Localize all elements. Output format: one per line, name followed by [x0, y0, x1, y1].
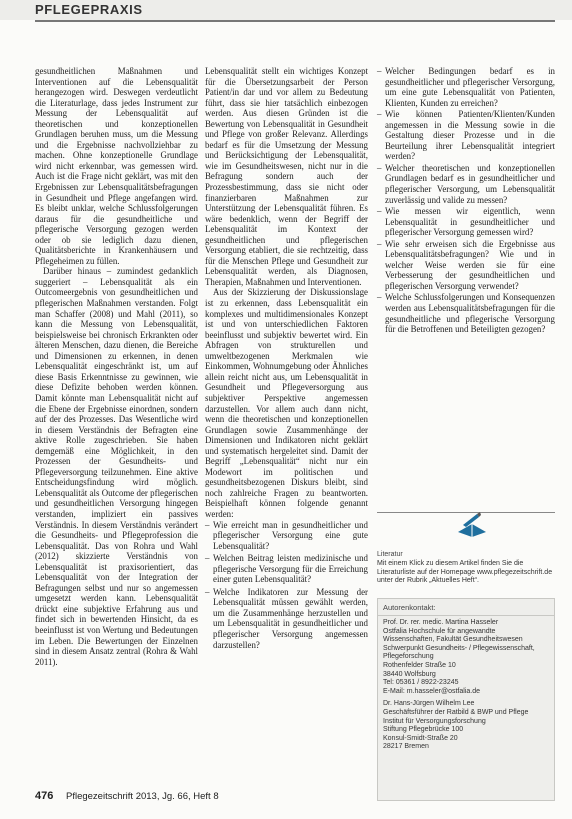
page-footer [35, 790, 219, 802]
author-line: Schwerpunkt Gesundheits- / Pflegewissenschaft, Pflegeforschung [383, 644, 535, 661]
literature-heading: Literatur [377, 551, 403, 558]
author-contact-box [377, 598, 555, 801]
author-details [378, 616, 554, 755]
paragraph: gesundheitlichen Maßnahmen und Interventionen auf die Lebensqualität herangezogen wird. Deswegen verdeutlicht die Literaturlage, dass jedes Instrument zur Messung der Lebensqualität auf theoretischen und konzeptionellen Grundlagen beruhen muss, um die Messung und die Ergebnisse nachvollziehbar zu machen. Ohne konzeptionelle Grundlage wird nicht erkennbar, was gemessen wird. Auch ist die Frage nicht geklärt, was mit den Ergebnissen zur Lebensqualitätsbefragungen in Gesundheit und Pflege angefangen wird. Es bleibt unklar, welche Schlussfolgerungen daraus für die gesundheitliche und pflegerische Versorgung gezogen werden oder ob sie lediglich dazu dienen, Qualitätsberichte in Krankenhäusern und Pflegeheimen zu füllen. [35, 66, 198, 266]
paragraph: Lebensqualität stellt ein wichtiges Konzept für die Übersetzungsarbeit der Person Patient/in dar und vor allem zu Bedeutung führt, dass sie hier tatsächlich einbezogen werden. Aus diesen Gründen ist die Bewertung von Lebensqualität in Gesundheit und Pflege von großer Relevanz. Allerdings bedarf es für die Umsetzung der Messung und Berücksichtigung der Lebensqualität, wie im Gesundheitswesen, nicht nur in die Befragung sondern auch der Prozessbestimmung, dass sie nicht oder finanzierbaren Maßnahmen zur Unterstützung der Lebensqualität führen. Es wäre bedenklich, wenn der Begriff der Lebensqualität im Kontext der gesundheitlichen und pflegerischen Versorgung etabliert, die sie rechtzeitig, dass für die Menschen Pflege und Gesundheit zur Lebensqualität werden, als Diagnosen, Therapien, Maßnahmen und Interventionen. [205, 66, 368, 287]
question-item: – Welche Schlussfolgerungen und Konsequenzen werden aus Lebensqualitätsbefragungen für die gesundheitliche und pflegerische Versorgung für die Betroffenen und Beteiligten gezogen? [377, 292, 555, 335]
author-line: Institut für Versorgungsforschung [383, 717, 486, 725]
paragraph: Darüber hinaus – zumindest gedanklich suggeriert – Lebensqualität als ein Outcomeergebnis von gesundheitlichen und pflegerischen Maßnahmen verstanden. Folgt man Schaffer (2008) und Mahl (2011), so kann die Messung von Lebensqualität, beispielsweise bei chronisch Erkrankten oder älteren Menschen, dazu dienen, die Bereiche und Dimensionen zu erkennen, in denen Lebensqualität eingeschränkt ist, um auf diese Basis Erkenntnisse zu gewinnen, wie diese Defizite behoben werden können. Damit könnte man Lebensqualität nicht auf die Ebene der Ergebnisse einordnen, sondern auf der des Prozesses. Das Wesentliche wird in diesem Verständnis der Befragten eine aktive Rolle zugeschrieben. Sie haben demgemäß eine Möglichkeit, in den Prozessen der Gesundheits- und Pflegeversorgung teilzunehmen. Eine aktive Entscheidungsfindung wird möglich. Lebensqualität als Outcome der pflegerischen und gesundheitlichen Versorgung hingegen verstanden, impliziert ein passives Verständnis. In diesem Verständnis verändert die Gesundheits- und Pflegeprofession die Lebensqualität. Das von Rohra und Wahl (2012) skizzierte Verständnis von Lebensqualität ist praxisorientiert, das Lebensqualität von der Integration der Befragungen selbst und nur so angemessen umgesetzt werden kann. Lebensqualität drückt eine subjektive Erfahrung aus und findet sich in bewertenden Hinsicht, da es beeinflusst ist von Wertung und Bedeutungen im Leben. Die Bewertungen der Einzelnen sind in diesem Ansatz zentral (Rohra & Wahl 2011). [35, 266, 198, 667]
author-heading: Autorenkontakt: [378, 599, 554, 616]
question-item: – Wie erreicht man in gesundheitlicher und pflegerischer Versorgung eine gute Lebensqualität? [205, 519, 368, 551]
question-item: – Wie können Patienten/Klienten/Kunden angemessen in die Messung sowie in die Gestaltung dieser Prozesse und in die Beurteilung ihrer Lebensqualität integriert werden? [377, 109, 555, 162]
author-line: Prof. Dr. rer. medic. Martina Hasseler [383, 619, 499, 626]
literature-box [377, 512, 555, 586]
author-line: Wissenschaften, Fakultät Gesundheitswesen [383, 636, 523, 644]
column-2 [205, 66, 368, 652]
column-1 [35, 66, 198, 667]
header-rule [35, 20, 555, 22]
question-item: – Welche Indikatoren zur Messung der Lebensqualität müssen gewählt werden, um die Zusammenhänge herzustellen und um Lebensqualität in gesundheitlicher und pflegerischer Versorgung angemessen darzustellen? [205, 586, 368, 650]
author-line: Geschäftsführer der Ratbild & BWP und Pflege [383, 708, 529, 716]
question-item: – Welcher theoretischen und konzeptionellen Grundlagen bedarf es in gesundheitlicher und pflegerischer Versorgung, um Lebensqualität zuverlässig und valide zu messen? [377, 162, 555, 205]
author-line: Stiftung Pflegebrücke 100 [383, 726, 464, 734]
paragraph: Aus der Skizzierung der Diskussionslage ist zu erkennen, dass Lebensqualität ein komplexes und multidimensionales Konzept ist und von unterschiedlichen Faktoren beeinflusst und subjektiv bewertet wird. Ein Abfragen von strukturellen und umweltbezogenen Merkmalen wie Einkommen, Wohnumgebung oder Ähnliches allein reicht nicht aus, um Lebensqualität in Gesundheit und Pflegeversorgung aus subjektiver Perspektive angemessen darzustellen. Vor allem auch dann nicht, wenn die theoretischen und konzeptionellen Grundlagen sowie Zusammenhänge der Dimensionen und Indikatoren nicht geklärt und systematisch hergeleitet sind. Damit der Begriff „Lebensqualität“ nicht nur ein Modewort im politischen und gesundheitsbezogenen Diskurs bleibt, sind noch zahlreiche Fragen zu beantworten. Beispielhaft können folgende genannt werden: [205, 287, 368, 519]
author-line: Tel: 05361 / 8922-23245 [383, 679, 459, 687]
author-line: Dr. Hans-Jürgen Wilhelm Lee [383, 700, 475, 708]
question-item: – Wie sehr erweisen sich die Ergebnisse aus Lebensqualitätsbefragungen? Wie und in welcher Weise werden sie für eine Verbesserung der gesundheitlichen und pflegerischen Versorgung verwendet? [377, 238, 555, 291]
question-item: – Welchen Beitrag leisten medizinische und pflegerische Versorgung für die Erreichung einer guten Lebensqualität? [205, 553, 368, 585]
author-line: Rothenfelder Straße 10 [383, 661, 456, 669]
book-icon [455, 510, 489, 540]
author-line: Konsul-Smidt-Straße 20 [383, 734, 458, 742]
journal-citation: Pflegezeitschrift 2013, Jg. 66, Heft 8 [66, 791, 219, 802]
section-title: PFLEGEPRAXIS [35, 2, 143, 17]
author-line: Ostfalia Hochschule für angewandte [383, 627, 496, 635]
author-line: E-Mail: m.hasseler@ostfalia.de [383, 687, 480, 695]
column-3 [377, 66, 555, 336]
question-item: – Welcher Bedingungen bedarf es in gesundheitlicher und pflegerischer Versorgung, um eine gute Lebensqualität von Patienten, Klienten, Kunden zu erreichen? [377, 66, 555, 108]
question-item: – Wie messen wir eigentlich, wenn Lebensqualität in gesundheitlicher und pflegerischer Versorgung gemessen wird? [377, 206, 555, 238]
author-line: 38440 Wolfsburg [383, 670, 436, 678]
page-number: 476 [35, 790, 54, 802]
author-line: 28217 Bremen [383, 743, 429, 751]
literature-text: Mit einem Klick zu diesem Artikel finden Sie die Literaturliste auf der Homepage www.pflegezeitschrift.de unter der Rubrik „Aktuelles Heft“. [377, 560, 553, 585]
